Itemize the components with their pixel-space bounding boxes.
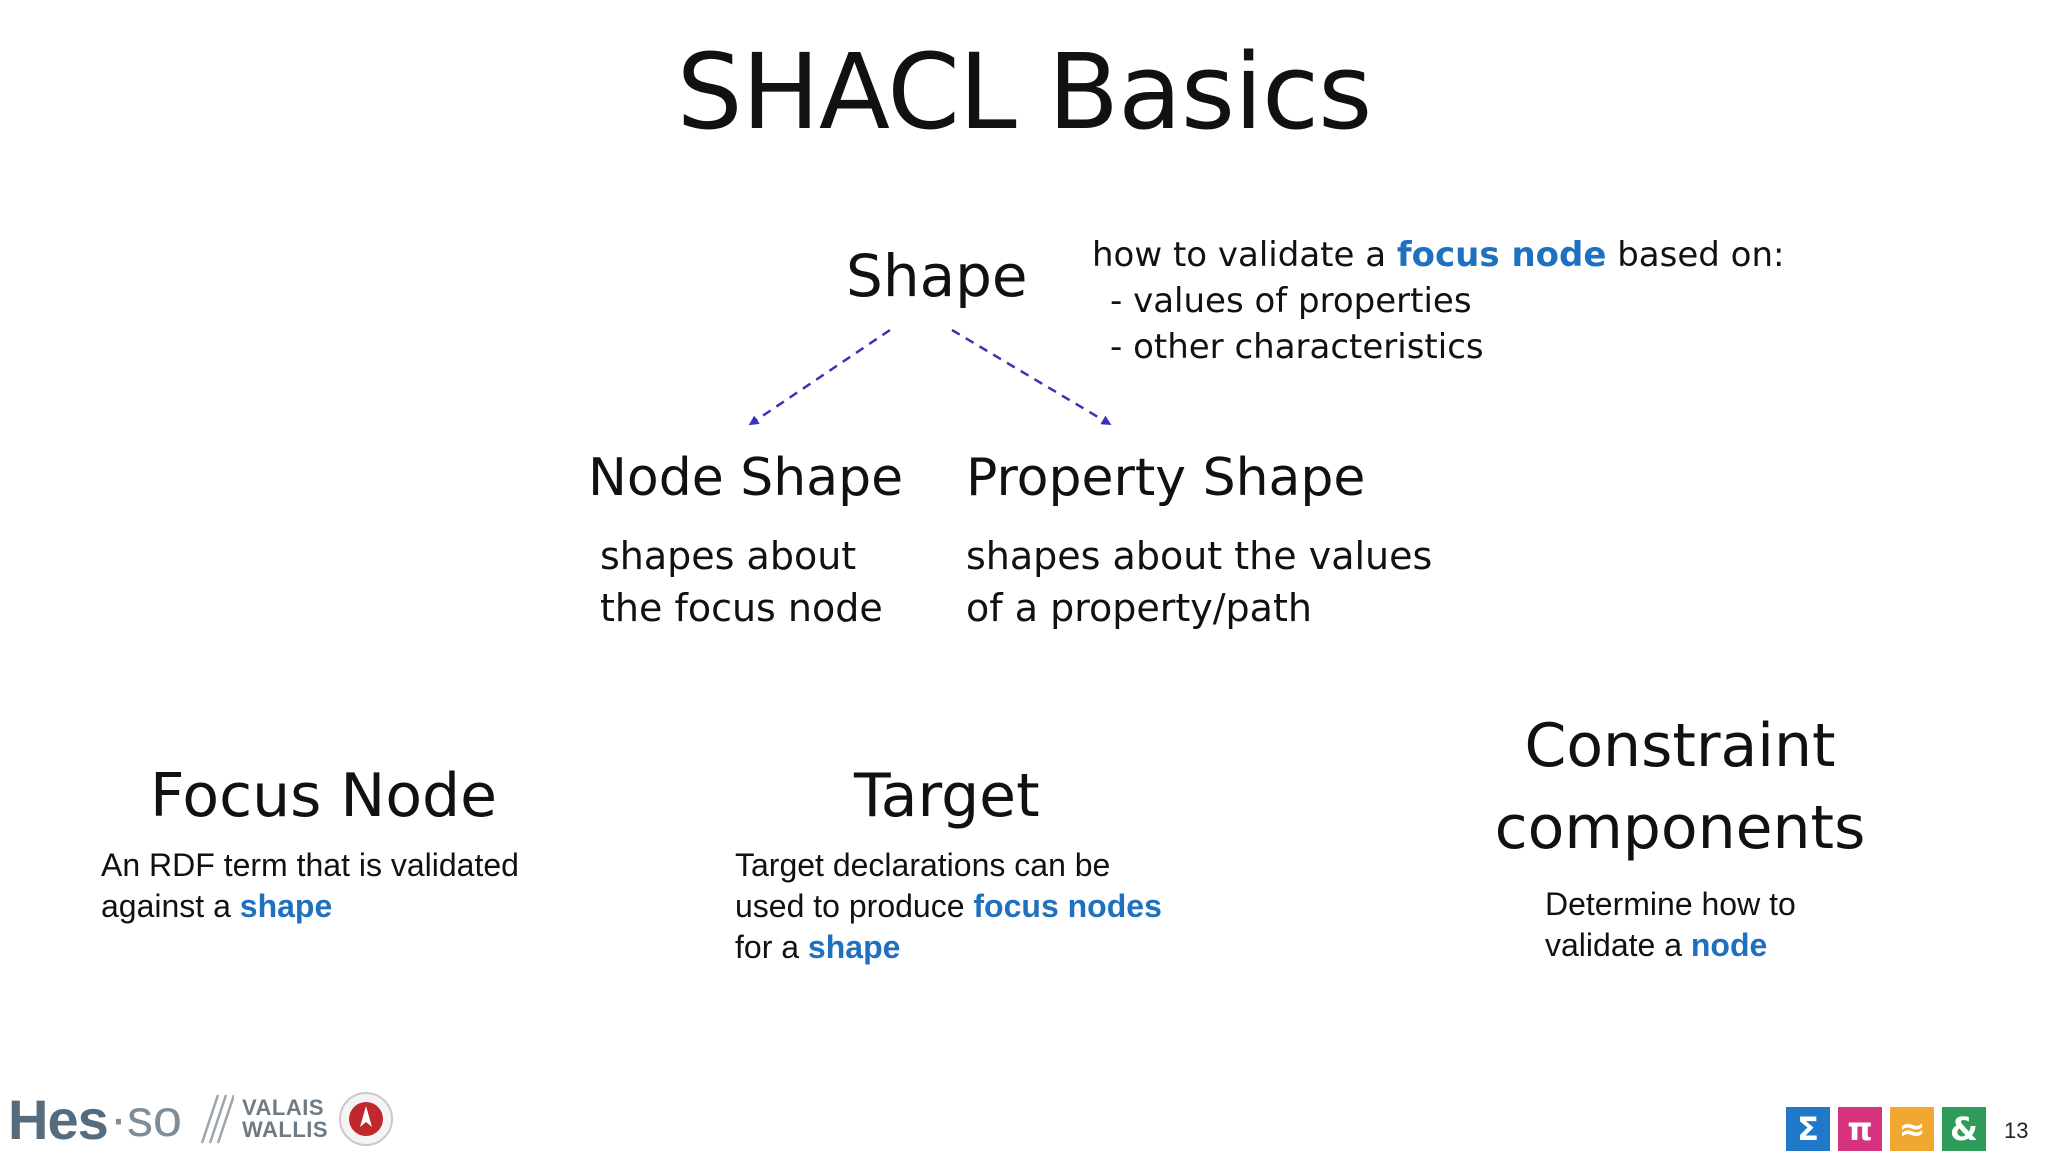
logo-region-line-1: VALAIS bbox=[241, 1095, 325, 1120]
property-shape-heading: Property Shape bbox=[966, 448, 1366, 508]
target-desc-line-1: Target declarations can be bbox=[735, 847, 1111, 883]
arrow-to-node-shape bbox=[752, 330, 890, 423]
arrow-to-property-shape bbox=[952, 330, 1108, 423]
focus-node-desc-highlight: shape bbox=[239, 888, 333, 924]
constraint-components-heading bbox=[1480, 705, 1880, 869]
constraint-heading-line-2: components bbox=[1494, 793, 1866, 863]
symbol-badges bbox=[1786, 1107, 1986, 1151]
property-shape-desc-line-1: shapes about the values bbox=[966, 534, 1433, 578]
target-desc-line-3-prefix: for a bbox=[735, 929, 808, 965]
target-heading: Target bbox=[854, 761, 1040, 831]
shape-bullet-1: - values of properties bbox=[1110, 281, 1472, 321]
shape-description bbox=[1092, 232, 1792, 370]
target-desc-line-2 bbox=[735, 886, 1255, 927]
logo-hes-text: Hes bbox=[8, 1087, 108, 1151]
shape-desc-highlight: focus node bbox=[1396, 235, 1607, 275]
logo-slashes-icon bbox=[188, 1091, 234, 1147]
shape-bullet-2: - other characteristics bbox=[1110, 327, 1484, 367]
focus-node-desc-line-2 bbox=[101, 886, 621, 927]
page-number: 13 bbox=[2004, 1118, 2029, 1143]
property-shape-desc-line-2: of a property/path bbox=[966, 586, 1312, 630]
target-desc-line-2-highlight: focus nodes bbox=[973, 888, 1162, 924]
node-shape-desc-line-1: shapes about bbox=[600, 534, 857, 578]
focus-node-desc-prefix: against a bbox=[101, 888, 240, 924]
target-description bbox=[735, 845, 1255, 968]
node-shape-desc-line-2: the focus node bbox=[600, 586, 883, 630]
constraint-desc-line-2 bbox=[1545, 925, 1905, 966]
property-shape-description bbox=[966, 530, 1446, 634]
focus-node-desc-line-1: An RDF term that is validated bbox=[101, 847, 519, 883]
constraint-heading-line-1: Constraint bbox=[1524, 711, 1836, 781]
target-desc-line-3-highlight: shape bbox=[807, 929, 901, 965]
sigma-icon: Σ bbox=[1786, 1107, 1830, 1151]
slide-title: SHACL Basics bbox=[676, 31, 1372, 153]
constraint-desc-line-1: Determine how to bbox=[1545, 886, 1796, 922]
shape-desc-prefix: how to validate a bbox=[1092, 235, 1397, 275]
logo-region bbox=[242, 1097, 328, 1141]
shape-heading: Shape bbox=[846, 242, 1028, 310]
target-desc-line-2-prefix: used to produce bbox=[735, 888, 974, 924]
node-shape-description bbox=[600, 530, 940, 634]
logo-so-text: ·so bbox=[109, 1090, 182, 1148]
focus-node-description bbox=[101, 845, 621, 927]
target-desc-line-3 bbox=[735, 927, 1255, 968]
pi-icon: π bbox=[1838, 1107, 1882, 1151]
seal-icon bbox=[338, 1091, 394, 1147]
constraint-components-description bbox=[1545, 884, 1905, 966]
ampersand-icon: & bbox=[1942, 1107, 1986, 1151]
constraint-desc-highlight: node bbox=[1690, 927, 1768, 963]
node-shape-heading: Node Shape bbox=[588, 448, 904, 508]
focus-node-heading: Focus Node bbox=[150, 761, 498, 831]
constraint-desc-prefix: validate a bbox=[1545, 927, 1691, 963]
hes-so-logo bbox=[8, 1084, 394, 1154]
logo-region-line-2: WALLIS bbox=[241, 1117, 329, 1142]
shape-desc-suffix: based on: bbox=[1606, 235, 1785, 275]
approx-icon: ≈ bbox=[1890, 1107, 1934, 1151]
